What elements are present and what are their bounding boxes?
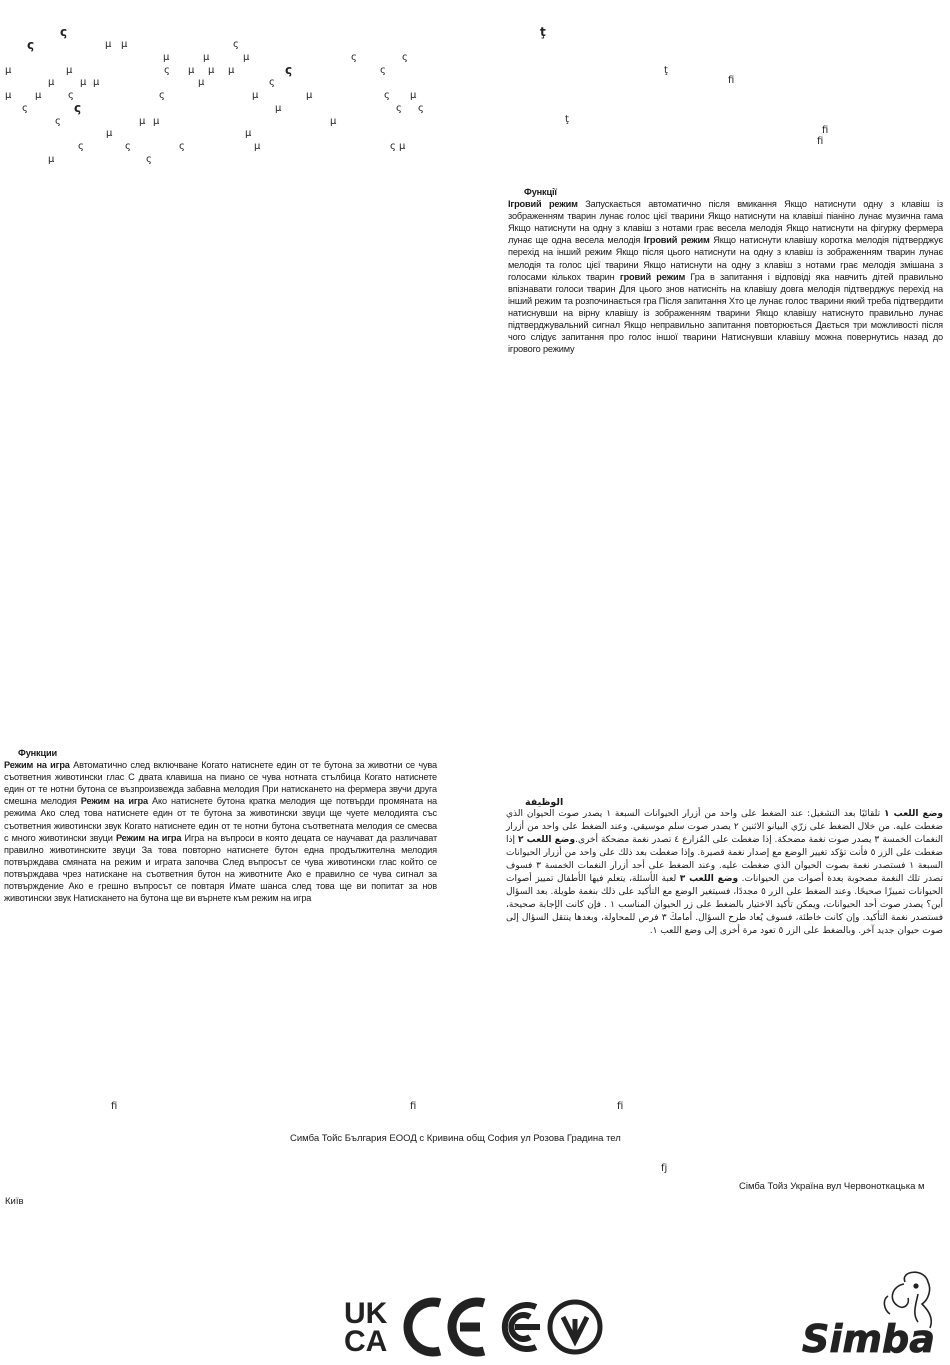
stray-glyph: ς xyxy=(233,39,239,50)
stray-glyph: µ xyxy=(243,52,250,63)
ua-conformity-mark-icon xyxy=(550,1302,600,1352)
ukrainian-section xyxy=(508,186,943,355)
stray-glyph: ţ xyxy=(664,65,668,76)
stray-glyph: ţ xyxy=(565,114,569,125)
stray-glyph: ς xyxy=(125,141,131,152)
section-body xyxy=(4,759,437,904)
section-body xyxy=(508,198,943,355)
stray-glyph: fj xyxy=(661,1163,668,1174)
stray-glyph: µ xyxy=(106,128,113,139)
elephant-mascot-icon xyxy=(800,1270,950,1360)
body-text: Запускається автоматично після вмикання Якщо натиснути одну з клавіш із зображенням тварин лунає голос цієї тварини Якщо натиснути на клавіші піаніно лунає музична гама Якщо натиснути на одну з клавіш з нотами грає весела мелодія Якщо натиснути на фігурку фермера лунає ще одна весела мелодія xyxy=(508,199,943,246)
stray-glyph: µ xyxy=(35,90,42,101)
stray-glyph: ς xyxy=(179,141,185,152)
stray-glyph: µ xyxy=(139,116,146,127)
stray-glyph: fi xyxy=(617,1101,624,1112)
stray-glyph: µ xyxy=(5,90,12,101)
section-title: Функції xyxy=(524,187,557,197)
stray-glyph: ς µ xyxy=(390,141,406,152)
mode-label: وضع اللعب ٣ xyxy=(679,874,739,884)
ukca-top-text: UK xyxy=(344,1297,388,1330)
stray-glyph: ς xyxy=(285,63,293,77)
stray-glyph: fi xyxy=(817,136,824,147)
body-text: Гра в запитання і відповіді яка навчить дітей правильно впізнавати голоси тварин Для цього знов натисніть на клавішу довга мелодія підтверджує перехід на інший режим та розпочинається гра Після запитання Хто це лунає голос тварини який треба підтвердити натиснувши на вірну клавішу із зображенням тварини Якщо клавішу натиснуто правильно лунає підтверджувальний сигнал Якщо неправильно запитання повторюється Дається три можливості після чого слідує запитання про голос іншої тварини Натиснувши клавішу можна повернутись назад до ігрового режиму xyxy=(508,271,944,355)
stray-glyph: µ xyxy=(121,39,128,50)
stray-glyph: ς xyxy=(22,103,28,114)
body-text: إذا ضغطت على الزر ٥ فأنت تؤكد تغيير الوضع مع إصدار نغمة قصيرة. وإذا ضغطت بعد ذلك على واحد من أزرار الحيوانات السبعة ١ فستصدر نغمة بصوت الحيوان الذي ضغطت عليه. وعند الضغط على أحد أزرار النغمات الخمسة ٣ فسوف تصدر تلك النغمة مصحوبة بعدة أصوات من الحيوانات. xyxy=(506,835,944,884)
mode-label: وضع اللعب ٢ xyxy=(517,835,576,845)
certification-marks xyxy=(340,1295,605,1359)
address-bulgaria: Симба Тойс България ЕООД с Кривина общ София ул Розова Градина тел xyxy=(290,1133,621,1144)
stray-glyph: µ xyxy=(105,39,112,50)
stray-glyph: µ xyxy=(163,52,170,63)
stray-glyph: µ xyxy=(48,154,55,165)
mode-label: Режим на игра xyxy=(115,832,182,843)
stray-glyph: ς xyxy=(418,103,424,114)
body-text: Якщо натиснути клавішу коротка мелодія підтверджує перехід на інший режим Якщо після цього натиснути на одну з клавіш із зображенням тварин лунає мелодія та голос цієї тварини Якщо натиснути на одну з клавіш з нотами грає мелодія змішана з голосами кількох тварин xyxy=(508,235,943,282)
stray-glyph: ς xyxy=(269,77,275,88)
stray-glyph: ς xyxy=(351,52,357,63)
bulgarian-section xyxy=(4,747,437,904)
stray-glyph: fi xyxy=(728,75,735,86)
body-text: تلقائيًا بعد التشغيل: عند الضغط على واحد من أزرار الحيوانات السبعة ١ يصدر صوت الحيوان الذي ضغطت عليه. من خلال الضغط على زرّي البيانو الاثنين ٢ يصدر صوت سلم موسيقي. وعند الضغط على واحد من أزرار النغمات الخمسة ٣ يصدر صوت نغمة مضحكة. إذا ضغطت على المُزارع ٤ تصدر نغمة مضحكة أخرى. xyxy=(506,809,944,845)
stray-glyph: ς xyxy=(60,25,68,39)
stray-glyph: ς xyxy=(164,65,170,76)
stray-glyph: fi xyxy=(822,125,829,136)
arabic-section xyxy=(506,808,943,938)
simba-logo xyxy=(800,1270,950,1360)
conformity-mark-icon xyxy=(505,1305,540,1349)
stray-glyph: ς xyxy=(146,154,152,165)
stray-glyph: µ xyxy=(410,90,417,101)
body-text: Автоматично след включване Когато натиснете един от те бутона за животни се чува съответния животински глас С двата клавиша на пиано се чува нотната стълбица Когато натиснете един от те нотни бутона се възпроизвежда забавна мелодия При натискането на фермера звучи друга смешна мелодия xyxy=(4,760,437,807)
stray-glyph: µ xyxy=(66,65,73,76)
stray-glyph: ς xyxy=(402,52,408,63)
stray-glyph: fi xyxy=(111,1101,118,1112)
stray-glyph: µ xyxy=(48,77,55,88)
stray-glyph: µ xyxy=(93,77,100,88)
stray-glyph: ς xyxy=(27,38,35,52)
stray-glyph: ς xyxy=(159,90,165,101)
stray-glyph: ţ xyxy=(540,25,546,39)
stray-glyph: µ xyxy=(5,65,12,76)
mode-label: гровий режим xyxy=(619,271,686,282)
body-text: Игра на въпроси в която децата се научават да различават правилно животинските звуци За това повторно натиснете бутон една продължителна мелодия потвърждава смяната на режим и играта започва След въпросът се чува животински глас който се потвърждава чрез натискане на съответния бутон на животните Ако е правилно се чува сигнал за потвърждение Ако е грешно въпросът се повтаря Имате шанса след това ще ви попитат за нов животински звук Натискането на бутона ще ви върнете към режим на игра xyxy=(4,832,438,904)
body-text: Ако натиснете бутона кратка мелодия ще потвърди промяната на режима Ако след това натиснете един от те бутона за животински звуци ще чуете мелодията със съответния животински звук Когато натиснете един от те нотни бутона съответната мелодия се смесва с много животински звуци xyxy=(4,796,437,843)
stray-glyph: µ xyxy=(275,103,282,114)
stray-glyph: µ xyxy=(252,90,259,101)
stray-glyph: µ xyxy=(153,116,160,127)
stray-glyph: fi xyxy=(410,1101,417,1112)
stray-glyph: ς xyxy=(396,103,402,114)
address-ukraine-city: Київ xyxy=(5,1196,24,1207)
stray-glyph: ς xyxy=(78,141,84,152)
stray-glyph: ς xyxy=(74,101,82,115)
address-ukraine: Сімба Тойз Україна вул Червоноткацька м xyxy=(739,1181,925,1192)
stray-glyph: µ xyxy=(254,141,261,152)
stray-glyph: ς xyxy=(380,65,386,76)
ukca-bottom-text: CA xyxy=(344,1325,388,1358)
stray-glyph: µ xyxy=(228,65,235,76)
mode-label: Режим на игра xyxy=(80,796,148,807)
mode-label: Ігровий режим xyxy=(508,199,578,210)
certification-icons xyxy=(340,1295,605,1359)
mode-label: Ігровий режим xyxy=(643,235,710,246)
arabic-section-title: الوظيفة xyxy=(525,797,564,808)
stray-glyph: µ xyxy=(80,77,87,88)
stray-glyph: µ xyxy=(245,128,252,139)
stray-glyph: µ xyxy=(188,65,195,76)
section-body xyxy=(506,808,943,938)
simba-wordmark: Simba xyxy=(802,1317,935,1360)
stray-glyph: ς xyxy=(68,90,74,101)
stray-glyph: ς xyxy=(55,116,61,127)
body-text: لعبة الأسئلة، يتعلم فيها الأطفال تمييز أصوات الحيوانات تمييزًا صحيحًا. وعند الضغط على الزر ٥ مجددًا، فسيتغير الوضع مع التأكيد على ذلك بنغمة طويلة. بعد السؤال أين؟ يصدر صوت أحد الحيوانات، ويمكن تأكيد الاختيار بالضغط على زر الحيوان المناسب ١ . فإن كانت الإجابة صحيحة، فستصدر نغمة التأكيد. وإن كانت خاطئة، فسوف يُعاد طرح السؤال. أمامكَ ٣ فرص للمحاولة، وبعدها ينتقل السؤال إلى صوت حيوان جديد آخر. وبالضغط على الزر ٥ تعود مرة أخرى إلى وضع اللعب ١. xyxy=(506,874,943,936)
stray-glyph: µ xyxy=(330,116,337,127)
section-title: Функции xyxy=(18,748,57,758)
ce-mark-icon xyxy=(408,1302,484,1352)
mode-label: Режим на игра xyxy=(4,760,70,771)
mode-label: وضع اللعب ١ xyxy=(884,809,943,819)
stray-glyph: µ xyxy=(203,52,210,63)
ukca-mark-icon xyxy=(344,1297,388,1358)
stray-glyph: µ xyxy=(306,90,313,101)
stray-glyph: µ xyxy=(198,77,205,88)
stray-glyph: ς xyxy=(384,90,390,101)
stray-glyph: µ xyxy=(208,65,215,76)
